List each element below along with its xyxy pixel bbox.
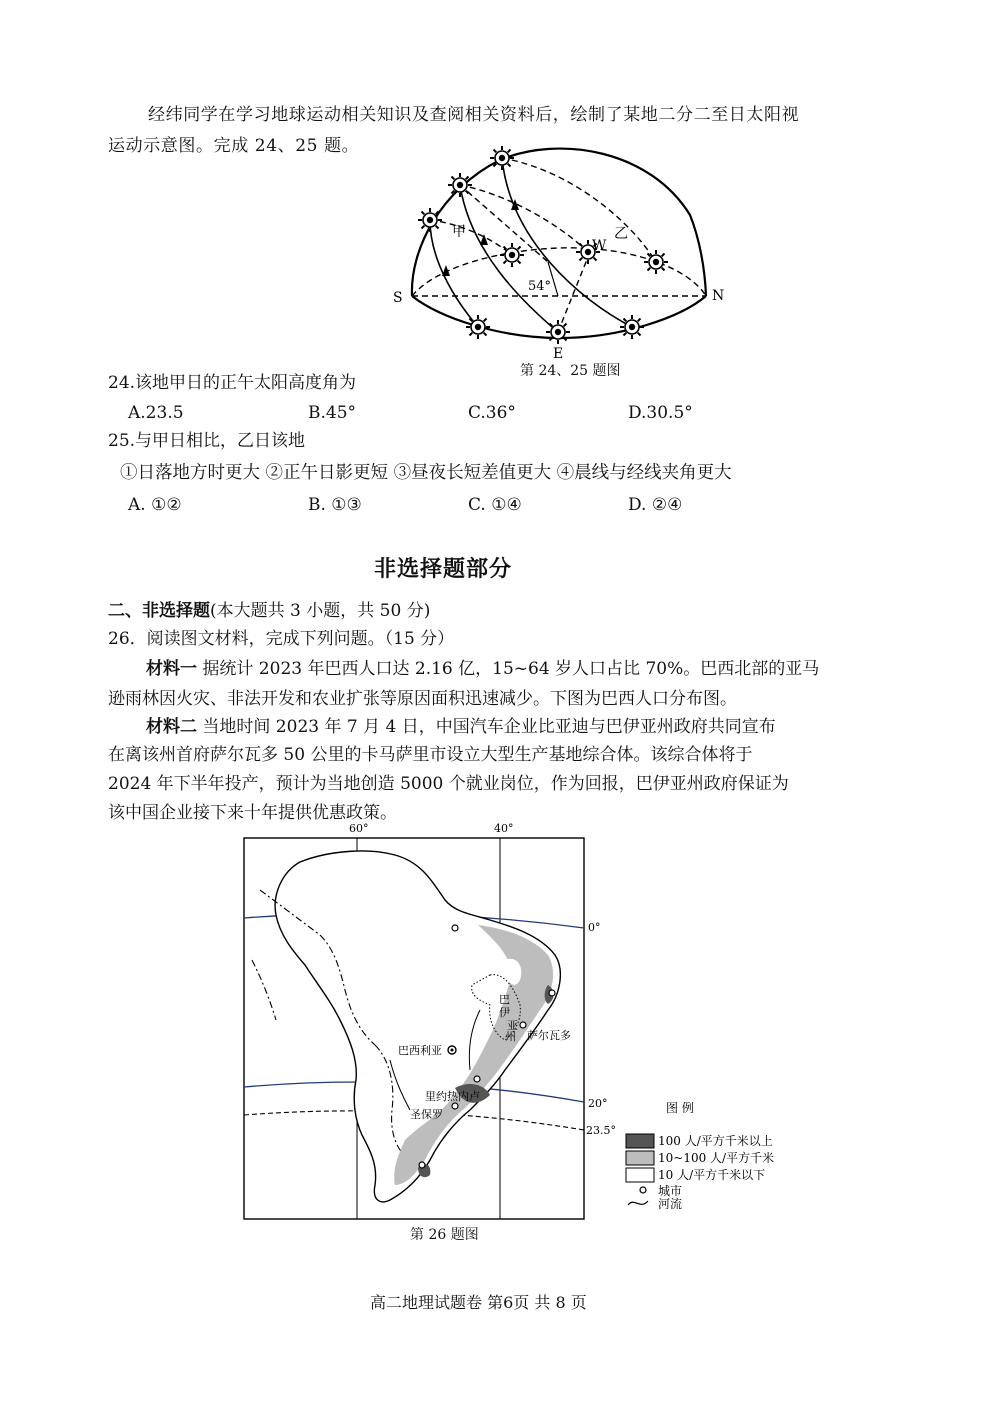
- map-legend: [620, 1095, 800, 1215]
- legend-high: 100 人/平方千米以上: [658, 1134, 773, 1148]
- section-subtitle-rest: (本大题共 3 小题，共 50 分): [210, 601, 431, 621]
- legend-city: 城市: [658, 1184, 683, 1198]
- section-title: 非选择题部分: [374, 557, 513, 582]
- legend-river: 河流: [658, 1197, 683, 1211]
- map-label-salvador: 萨尔瓦多: [527, 1029, 571, 1042]
- m1-line-1: [146, 654, 819, 684]
- m2-text: 当地时间 2023 年 7 月 4 日，中国汽车企业比亚迪与巴伊亚州政府共同宣布: [197, 717, 776, 737]
- label-e: E: [553, 346, 564, 362]
- q25-option-a: A. ①②: [128, 495, 182, 515]
- q25-stem: 25.与甲日相比，乙日该地: [108, 431, 306, 451]
- m2-line-1: [146, 712, 776, 742]
- map-label-bahia-3: 亚: [507, 1019, 518, 1032]
- map-label-saopaulo: 圣保罗: [410, 1108, 443, 1121]
- q25-option-c: C. ①④: [468, 495, 522, 515]
- intro-line-1: 经纬同学在学习地球运动相关知识及查阅相关资料后，绘制了某地二分二至日太阳视: [148, 105, 800, 125]
- m2-line-4: 该中国企业接下来十年提供优惠政策。: [108, 803, 397, 823]
- section-subtitle-bold: 二、非选择题: [108, 601, 210, 621]
- map-lat-20: 20°: [588, 1097, 608, 1110]
- legend-swatch-high: [626, 1134, 654, 1148]
- q25-option-b: B. ①③: [308, 495, 362, 515]
- fig1-caption: 第 24、25 题图: [520, 363, 621, 379]
- m1-text: 据统计 2023 年巴西人口达 2.16 亿，15~64 岁人口占比 70%。巴西北部的亚马: [197, 659, 820, 679]
- q24-option-d: D.30.5°: [628, 403, 693, 423]
- map-label-bahia-2: 伊: [499, 1006, 510, 1019]
- brazil-population-map: [240, 818, 616, 1223]
- map-label-bahia-4: 州: [505, 1030, 516, 1043]
- label-s: S: [393, 290, 403, 306]
- m2-line-3: 2024 年下半年投产，预计为当地创造 5000 个就业岗位，作为回报，巴伊亚州政府保证为: [108, 774, 789, 794]
- legend-mid: 10~100 人/平方千米: [658, 1151, 775, 1165]
- legend-swatch-mid: [626, 1151, 654, 1165]
- legend-city-icon: [640, 1187, 646, 1193]
- map-lat-23: 23.5°: [586, 1124, 616, 1137]
- map-lat-0: 0°: [588, 921, 601, 934]
- m1-line-2: 逊雨林因火灾、非法开发和农业扩张等原因面积迅速减少。下图为巴西人口分布图。: [108, 689, 737, 709]
- q24-option-c: C.36°: [468, 403, 516, 423]
- label-yi: 乙: [614, 226, 628, 242]
- legend-title: 图 例: [666, 1101, 694, 1115]
- q24-option-a: A.23.5: [128, 403, 184, 423]
- label-jia: 甲: [452, 224, 466, 240]
- q26-stem: 26．阅读图文材料，完成下列问题。（15 分）: [108, 629, 455, 649]
- q25-option-d: D. ②④: [628, 495, 683, 515]
- label-angle: 54°: [528, 279, 552, 294]
- legend-swatch-low: [626, 1168, 654, 1182]
- section-subtitle: [108, 596, 430, 626]
- m2-line-2: 在离该州首府萨尔瓦多 50 公里的卡马萨里市设立大型生产基地综合体。该综合体将于: [108, 745, 753, 765]
- map-label-rio: 里约热内卢: [425, 1090, 480, 1103]
- m1-label: 材料一: [146, 659, 197, 679]
- map-lon-40: 40°: [494, 822, 514, 835]
- legend-low: 10 人/平方千米以下: [658, 1168, 766, 1182]
- sun-path-diagram: [380, 140, 740, 365]
- label-w: W: [592, 238, 607, 254]
- m2-label: 材料二: [146, 717, 197, 737]
- map-caption: 第 26 题图: [410, 1227, 479, 1243]
- label-n: N: [712, 288, 725, 304]
- intro-line-2: 运动示意图。完成 24、25 题。: [108, 136, 360, 156]
- q24-option-b: B.45°: [308, 403, 357, 423]
- q25-statements: ①日落地方时更大 ②正午日影更短 ③昼夜长短差值更大 ④晨线与经线夹角更大: [120, 463, 732, 483]
- map-lon-60: 60°: [349, 822, 369, 835]
- page-footer: 高二地理试题卷 第6页 共 8 页: [370, 1293, 587, 1312]
- map-label-bahia-1: 巴: [499, 993, 510, 1006]
- q24-stem: 24.该地甲日的正午太阳高度角为: [108, 373, 357, 393]
- legend-river-icon: [628, 1201, 648, 1205]
- map-label-brasilia: 巴西利亚: [398, 1044, 442, 1057]
